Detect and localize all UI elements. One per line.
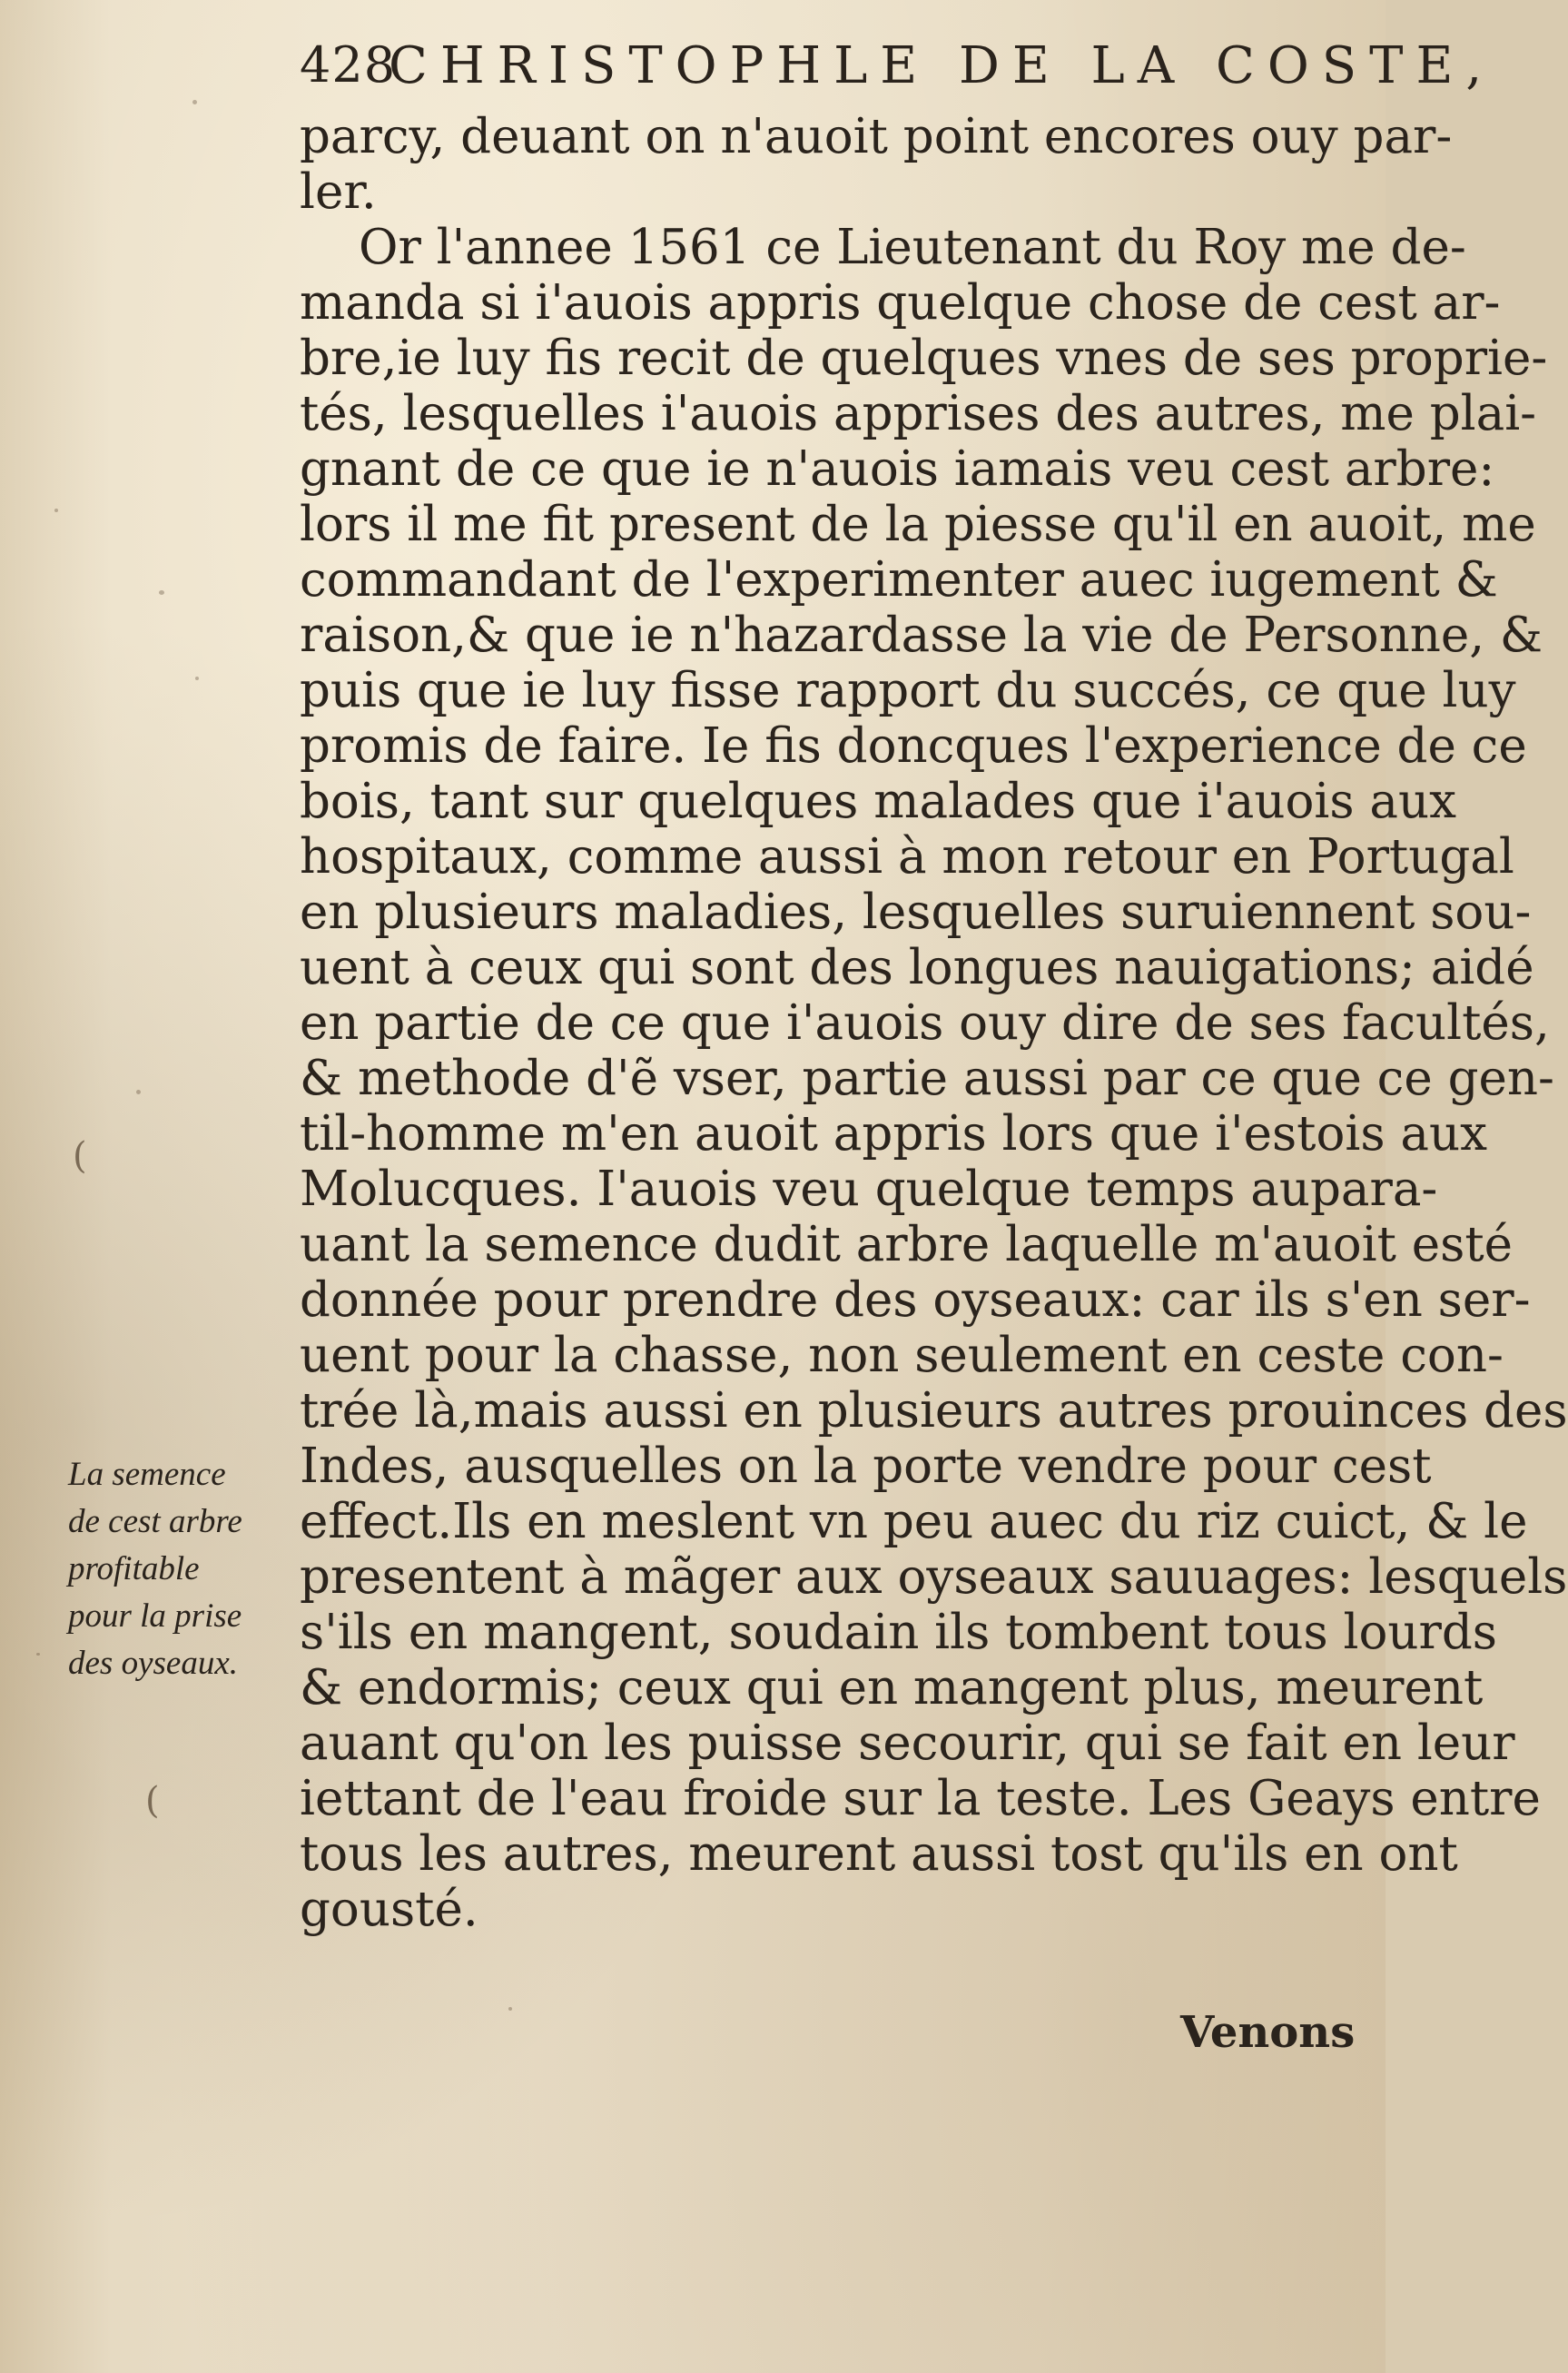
text-line: puis que ie luy fisse rapport du succés, ce que luy: [300, 663, 1516, 718]
text-line: iettant de l'eau froide sur la teste. Les Geays entre: [300, 1771, 1541, 1826]
body-text: [300, 109, 1568, 1937]
marginal-note: [68, 1451, 295, 1687]
paper-speck: [36, 1653, 40, 1656]
page-number: 428: [300, 36, 397, 94]
text-line: manda si i'auois appris quelque chose de cest ar-: [300, 275, 1501, 331]
marginal-note-line: La semence: [68, 1456, 226, 1493]
marginal-note-line: profitable: [68, 1550, 200, 1587]
text-line: s'ils en mangent, soudain ils tombent tous lourds: [300, 1605, 1497, 1660]
text-line: presentent à mãger aux oyseaux sauuages: lesquels: [300, 1549, 1568, 1605]
marginal-note-line: de cest arbre: [68, 1503, 242, 1540]
text-line: hospitaux, comme aussi à mon retour en Portugal: [300, 829, 1514, 885]
text-line: Or l'annee 1561 ce Lieutenant du Roy me de-: [359, 220, 1466, 275]
text-line: & methode d'ẽ vser, partie aussi par ce que ce gen-: [300, 1051, 1554, 1106]
paper-speck: [192, 100, 197, 104]
text-line: & endormis; ceux qui en mangent plus, meurent: [300, 1660, 1484, 1715]
text-line: raison,& que ie n'hazardasse la vie de Personne, &: [300, 608, 1543, 663]
text-line: lors il me fit present de la piesse qu'il en auoit, me: [300, 497, 1536, 552]
running-title: CHRISTOPHLE DE LA COSTE,: [389, 36, 1495, 95]
text-line: bois, tant sur quelques malades que i'auois aux: [300, 774, 1457, 829]
text-line: effect.Ils en meslent vn peu auec du riz cuict, & le: [300, 1494, 1528, 1549]
text-line: en plusieurs maladies, lesquelles suruiennent sou-: [300, 885, 1532, 940]
text-line: donnée pour prendre des oyseaux: car ils s'en ser-: [300, 1272, 1531, 1328]
text-line: commandant de l'experimenter auec iugement &: [300, 552, 1498, 608]
paper-speck: [508, 2007, 512, 2011]
marginal-note-line: des oyseaux.: [68, 1645, 238, 1682]
text-line: gnant de ce que ie n'auois iamais veu cest arbre:: [300, 441, 1495, 497]
ink-stray-mark: (: [73, 1135, 87, 1177]
text-line: parcy, deuant on n'auoit point encores ouy par-: [300, 109, 1453, 164]
text-line: en partie de ce que i'auois ouy dire de ses facultés,: [300, 995, 1550, 1051]
text-line: gousté.: [300, 1882, 478, 1937]
marginal-note-line: pour la prise: [68, 1597, 242, 1635]
text-line: tés, lesquelles i'auois apprises des autres, me plai-: [300, 386, 1537, 441]
paper-speck: [159, 590, 164, 595]
text-line: Molucques. I'auois veu quelque temps aupara-: [300, 1162, 1438, 1217]
paper-speck: [195, 677, 199, 680]
paper-speck: [136, 1090, 141, 1094]
text-line: til-homme m'en auoit appris lors que i'estois aux: [300, 1106, 1487, 1162]
text-line: uent à ceux qui sont des longues nauigations; aidé: [300, 940, 1534, 995]
paper-speck: [54, 509, 58, 512]
text-line: trée là,mais aussi en plusieurs autres prouinces des: [300, 1383, 1568, 1439]
text-line: Indes, ausquelles on la porte vendre pour cest: [300, 1439, 1432, 1494]
text-line: bre,ie luy fis recit de quelques vnes de ses proprie-: [300, 331, 1548, 386]
text-line: promis de faire. Ie fis doncques l'experience de ce: [300, 718, 1527, 774]
text-line: tous les autres, meurent aussi tost qu'ils en ont: [300, 1826, 1458, 1882]
text-line: uant la semence dudit arbre laquelle m'auoit esté: [300, 1217, 1513, 1272]
page-header: [300, 20, 1495, 111]
ink-stray-mark: (: [145, 1780, 160, 1822]
catchword: Venons: [1180, 2007, 1356, 2058]
text-line: auant qu'on les puisse secourir, qui se fait en leur: [300, 1715, 1515, 1771]
text-line: uent pour la chasse, non seulement en ceste con-: [300, 1328, 1504, 1383]
text-line: ler.: [300, 164, 377, 220]
